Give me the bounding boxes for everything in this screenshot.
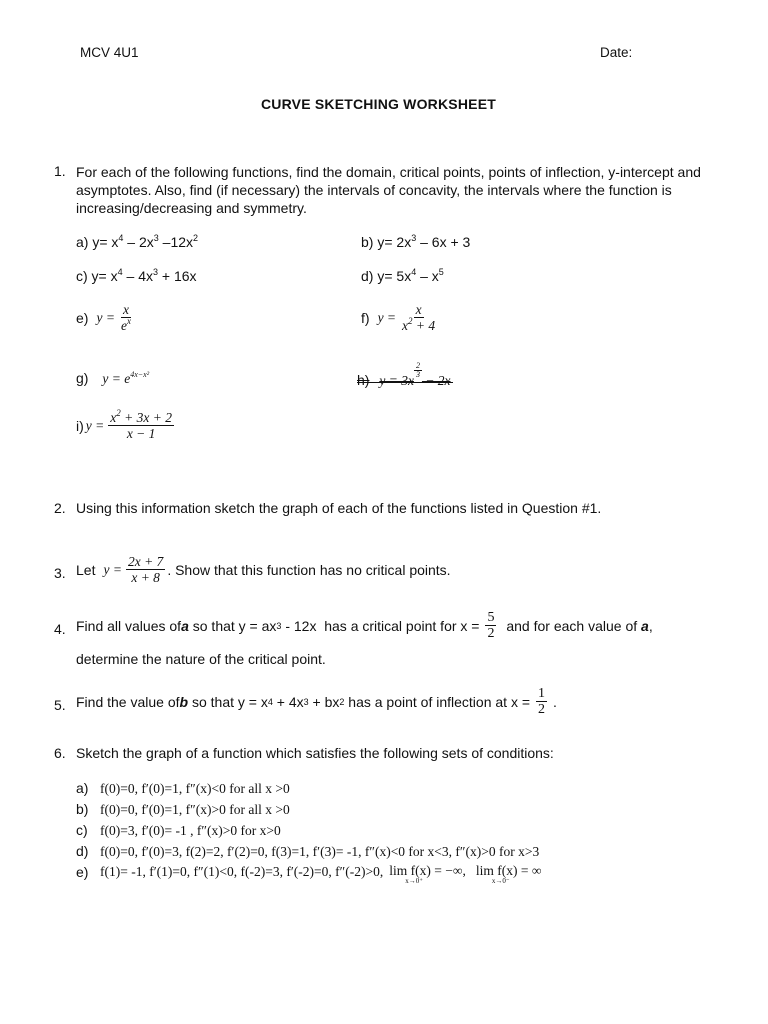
date-label: Date:	[600, 45, 633, 60]
question-1-text: For each of the following functions, find the domain, critical points, points of inflection, y-intercept and asymptotes. Also, find (if necessary) the intervals of concavity, the intervals where the function is increasing/decreasing and symmetry.	[76, 164, 701, 216]
question-6-text: Sketch the graph of a function which satisfies the following sets of conditions:	[76, 745, 554, 761]
q6-item-d: d) f(0)=0, f′(0)=3, f(2)=2, f′(2)=0, f(3)=1, f′(3)= -1, f″(x)<0 for x<3, f″(x)>0 for x>3	[76, 843, 540, 859]
q6-item-e: e) f(1)= -1, f′(1)=0, f″(1)<0, f(-2)=3, f′(-2)=0, f″(-2)>0, lim f(x) = −∞, x→0⁺ lim f(x) = ∞ x→0⁻	[76, 863, 542, 885]
q6-item-a: a) f(0)=0, f′(0)=1, f″(x)<0 for all x >0	[76, 780, 290, 796]
q6-e-limit-1: lim f(x) = −∞, x→0⁺	[389, 863, 466, 885]
q1-item-b: b) $y= 2x^3 - 6x + 3$	[361, 233, 471, 250]
q1-item-g: g) $y = e^{4x-x^2}$	[76, 370, 150, 386]
q6-item-c: c) f(0)=3, f′(0)= -1 , f″(x)>0 for x>0	[76, 822, 281, 838]
question-4-line-1: Find all values of a so that y = ax 3 - 12x has a critical point for x = $\frac{5}{2}$ and for each value of a ,	[76, 610, 653, 641]
question-5-text: Find the value of b so that y = x 4 + 4x 3 + bx 2 has a point of inflection at x = $\frac{1}{2}$ .	[76, 686, 557, 717]
q1-item-i: i) y = $\frac{x^2 + 3x + 2}{x - 1}$	[76, 408, 172, 441]
q5-fraction: $\frac{1}{2}$	[538, 686, 546, 717]
q1-item-c: c) $y= x^4 - 4x^3 + 16x$	[76, 267, 197, 284]
q1-item-e: e) y = $\frac{x}{e^x}$	[76, 302, 131, 333]
q3-fraction: $\frac{2x + 7}{x + 8}$	[127, 554, 164, 585]
question-5-number: 5.	[54, 697, 66, 713]
question-4-line-2: determine the nature of the critical point.	[76, 651, 326, 667]
q1-item-h: h) y = 3x $\frac{2}{3}$ − 2x	[357, 361, 451, 388]
question-6-number: 6.	[54, 745, 66, 761]
question-1-number: 1.	[54, 163, 66, 179]
page-title: CURVE SKETCHING WORKSHEET	[261, 96, 496, 112]
question-4-number: 4.	[54, 621, 66, 637]
question-2-number: 2.	[54, 500, 66, 516]
q6-e-limit-2: lim f(x) = ∞ x→0⁻	[475, 863, 542, 885]
course-code: MCV 4U1	[80, 45, 139, 60]
question-3-text: Let y = $\frac{2x + 7}{x + 8}$ . Show that this function has no critical points.	[76, 554, 451, 585]
question-2-text: Using this information sketch the graph of each of the functions listed in Question #1.	[76, 500, 602, 516]
q1-e-fraction: $\frac{x}{e^x}$	[120, 302, 131, 333]
q1-item-d: d) $y= 5x^4 - x^5$	[361, 267, 444, 284]
q6-item-b: b) f(0)=0, f′(0)=1, f″(x)>0 for all x >0	[76, 801, 290, 817]
q4-fraction: $\frac{5}{2}$	[487, 610, 495, 641]
q1-h-exponent: $\frac{2}{3}$	[415, 361, 420, 379]
q1-item-a: a) $y= x^4 - 2x^3$ $-12x^2$	[76, 233, 199, 250]
q1-item-f: f) y = $\frac{x}{x^2 + 4}$	[361, 302, 436, 333]
question-3-number: 3.	[54, 565, 66, 581]
strike-line-bottom	[357, 382, 453, 383]
q1-i-fraction: $\frac{x^2 + 3x + 2}{x - 1}$	[110, 408, 172, 441]
q1-f-fraction: $\frac{x}{x^2 + 4}$	[402, 302, 436, 333]
